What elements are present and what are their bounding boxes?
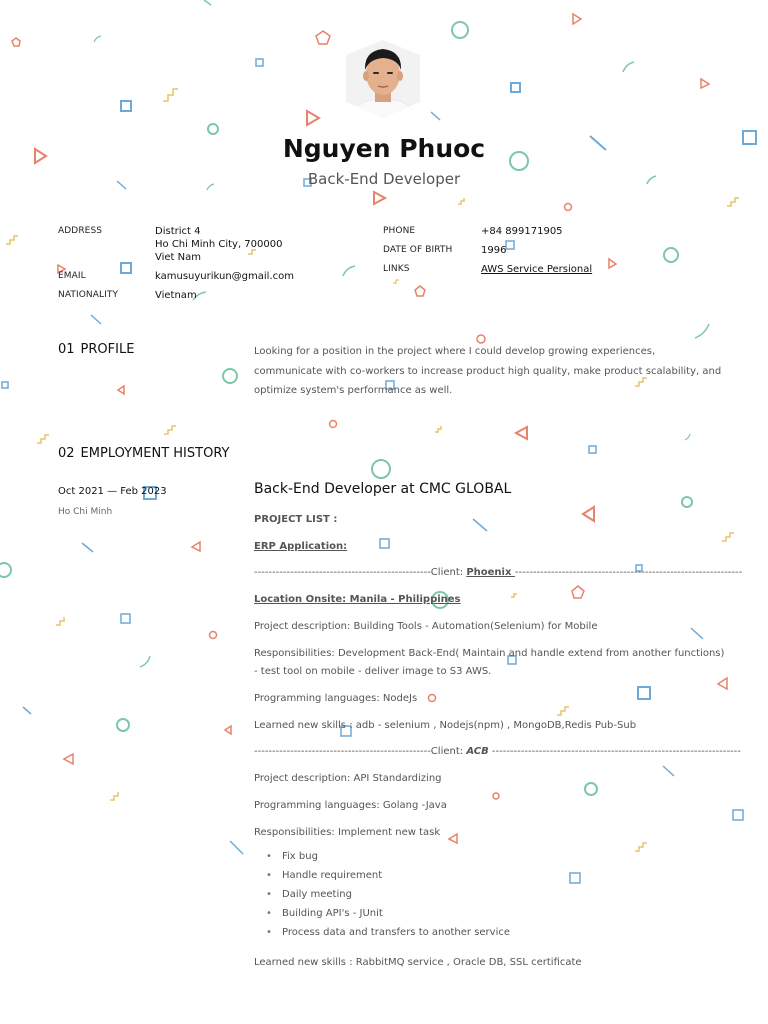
section-title: PROFILE [80,342,135,357]
phone-value: +84 899171905 [481,226,563,237]
section-number: 01 [58,342,75,357]
list-item: • Fix bug [266,850,510,869]
candidate-name: Nguyen Phuoc [282,134,486,163]
job-dates: Oct 2021 — Feb 2023 [58,486,167,497]
list-item: • Handle requirement [266,869,510,888]
project-description: Project description: Building Tools - Automation(Selenium) for Mobile [254,621,598,632]
list-item: • Daily meeting [266,888,510,907]
list-item: • Building API's - JUnit [266,907,510,926]
separator-dashes: -------------------------------------------------Client: [254,567,467,578]
email-label: EMAIL [58,271,86,281]
candidate-job-title: Back-End Developer [307,170,461,188]
client-name: Phoenix [466,567,515,578]
aws-link[interactable]: AWS Service Persional [481,264,593,275]
profile-photo [346,40,420,118]
learned-skills: Learned new skills : adb - selenium , Nodejs(npm) , MongoDB,Redis Pub-Sub [254,720,637,731]
task-list [266,850,510,945]
separator-dashes: --------------------------------------------------------------------- [488,746,741,757]
client-separator-acb [254,745,741,758]
programming-languages: Programming languages: NodeJs [254,693,418,704]
programming-languages: Programming languages: Golang -Java [254,800,447,811]
responsibilities: Responsibilities: Implement new task [254,827,441,838]
job-position-title: Back-End Developer at CMC GLOBAL [254,481,512,497]
profile-heading [58,342,140,357]
employment-heading [58,446,235,461]
section-title: EMPLOYMENT HISTORY [80,446,230,461]
nationality-value: Vietnam [155,290,197,301]
client-separator-phoenix [254,566,742,579]
learned-skills: Learned new skills : RabbitMQ service , Oracle DB, SSL certificate [254,957,582,968]
address-line: Ho Chi Minh City, 700000 [155,239,283,250]
profile-summary: Looking for a position in the project where I could develop growing experiences, communicate with co-workers to increase product high quality, make product scalability, and optimize system's performance as well. [254,346,722,396]
project-description: Project description: API Standardizing [254,773,442,784]
section-number: 02 [58,446,75,461]
phone-label: PHONE [383,226,416,236]
address-line: District 4 [155,226,201,237]
email-value[interactable]: kamusuyurikun@gmail.com [155,271,294,282]
address-line: Viet Nam [155,252,202,263]
separator-dashes: -------------------------------------------------Client: [254,746,467,757]
links-label: LINKS [383,264,410,274]
nationality-label: NATIONALITY [58,290,119,300]
client-name: ACB [466,746,489,757]
onsite-location: Location Onsite: Manila - Philippines [254,594,461,605]
dob-value: 1996 [481,245,507,256]
responsibilities-continued: - test tool on mobile - deliver image to S3 AWS. [254,666,492,677]
separator-dashes: --------------------------------------------------------------- [514,567,743,578]
responsibilities: Responsibilities: Development Back-End( Maintain and handle extend from another functions) [254,648,725,659]
list-item: • Process data and transfers to another service [266,926,510,945]
project-list-label: PROJECT LIST : [254,514,338,525]
job-location: Ho Chi Minh [58,507,113,517]
dob-label: DATE OF BIRTH [383,245,453,255]
erp-application-heading: ERP Application: [254,541,348,552]
address-value [155,225,283,264]
address-label: ADDRESS [58,226,103,236]
